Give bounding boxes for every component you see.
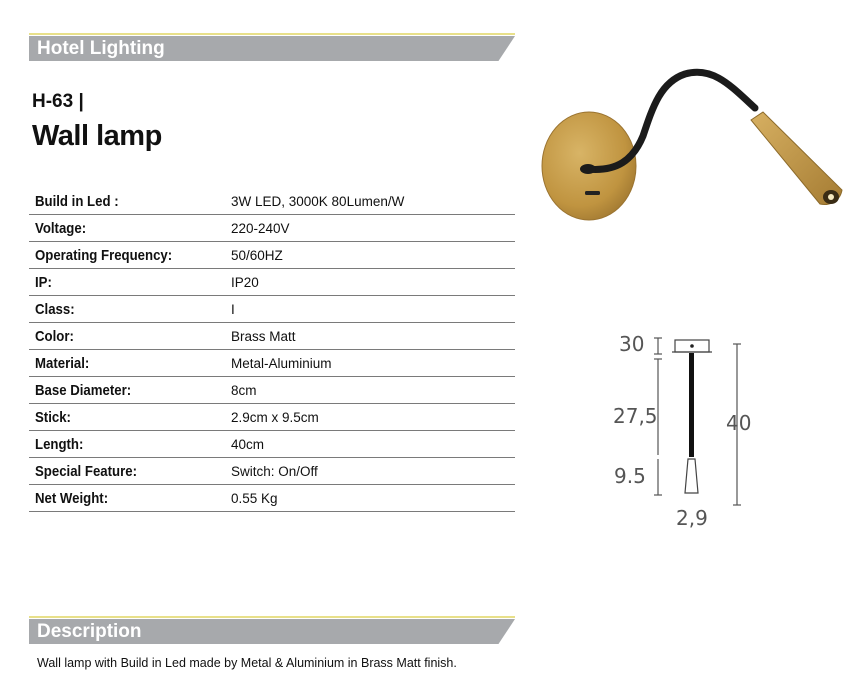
- dimension-bottom-label: 9.5: [614, 464, 646, 488]
- spec-label: Class:: [35, 301, 75, 318]
- spec-value: I: [231, 302, 235, 317]
- switch-slot: [585, 191, 600, 195]
- section-banner: [29, 33, 515, 61]
- spec-label: Color:: [35, 328, 74, 345]
- stick-outline: [689, 353, 694, 457]
- head-outline: [685, 459, 698, 493]
- arm-joint: [580, 164, 596, 174]
- spec-row: [29, 324, 515, 350]
- spec-label: Net Weight:: [35, 490, 109, 507]
- spec-label: Special Feature:: [35, 463, 137, 480]
- product-title: Wall lamp: [32, 120, 162, 152]
- spec-label: Build in Led :: [35, 193, 119, 210]
- dimension-width-label: 2,9: [676, 506, 708, 530]
- description-heading: Description: [37, 621, 142, 642]
- spec-row: [29, 378, 515, 404]
- spec-value: 40cm: [231, 437, 265, 452]
- spec-value: 50/60HZ: [231, 248, 283, 263]
- description-text: Wall lamp with Build in Led made by Metal & Aluminium in Brass Matt finish.: [37, 656, 457, 670]
- spec-row: [29, 270, 515, 296]
- spec-value: 220-240V: [231, 221, 290, 236]
- spec-label: Material:: [35, 355, 90, 372]
- spec-label: IP:: [35, 274, 52, 291]
- spec-value: Switch: On/Off: [231, 464, 318, 479]
- spec-table: [29, 189, 515, 513]
- spec-label: Base Diameter:: [35, 382, 132, 399]
- spec-value: 3W LED, 3000K 80Lumen/W: [231, 194, 405, 209]
- dimension-middle-label: 27,5: [613, 404, 658, 428]
- spec-label: Length:: [35, 436, 84, 453]
- spec-row: [29, 243, 515, 269]
- spec-row: [29, 216, 515, 242]
- product-model: H-63 |: [32, 91, 84, 112]
- dimension-top-label: 30: [619, 332, 645, 356]
- spec-value: 0.55 Kg: [231, 491, 278, 506]
- section-title: Hotel Lighting: [37, 38, 165, 59]
- spec-value: IP20: [231, 275, 259, 290]
- spec-value: 8cm: [231, 383, 257, 398]
- spec-label: Operating Frequency:: [35, 247, 173, 264]
- description-banner: [29, 616, 515, 644]
- spec-row: [29, 189, 515, 215]
- spec-label: Stick:: [35, 409, 71, 426]
- spec-row: [29, 297, 515, 323]
- spec-value: 2.9cm x 9.5cm: [231, 410, 319, 425]
- dimension-drawing: [600, 325, 760, 530]
- spec-row: [29, 459, 515, 485]
- product-photo: [535, 60, 845, 230]
- spec-label: Voltage:: [35, 220, 87, 237]
- spec-row: [29, 486, 515, 512]
- spec-value: Brass Matt: [231, 329, 296, 344]
- dimension-total-label: 40: [726, 411, 752, 435]
- spec-row: [29, 405, 515, 431]
- spec-row: [29, 432, 515, 458]
- spec-value: Metal-Aluminium: [231, 356, 332, 371]
- spec-row: [29, 351, 515, 377]
